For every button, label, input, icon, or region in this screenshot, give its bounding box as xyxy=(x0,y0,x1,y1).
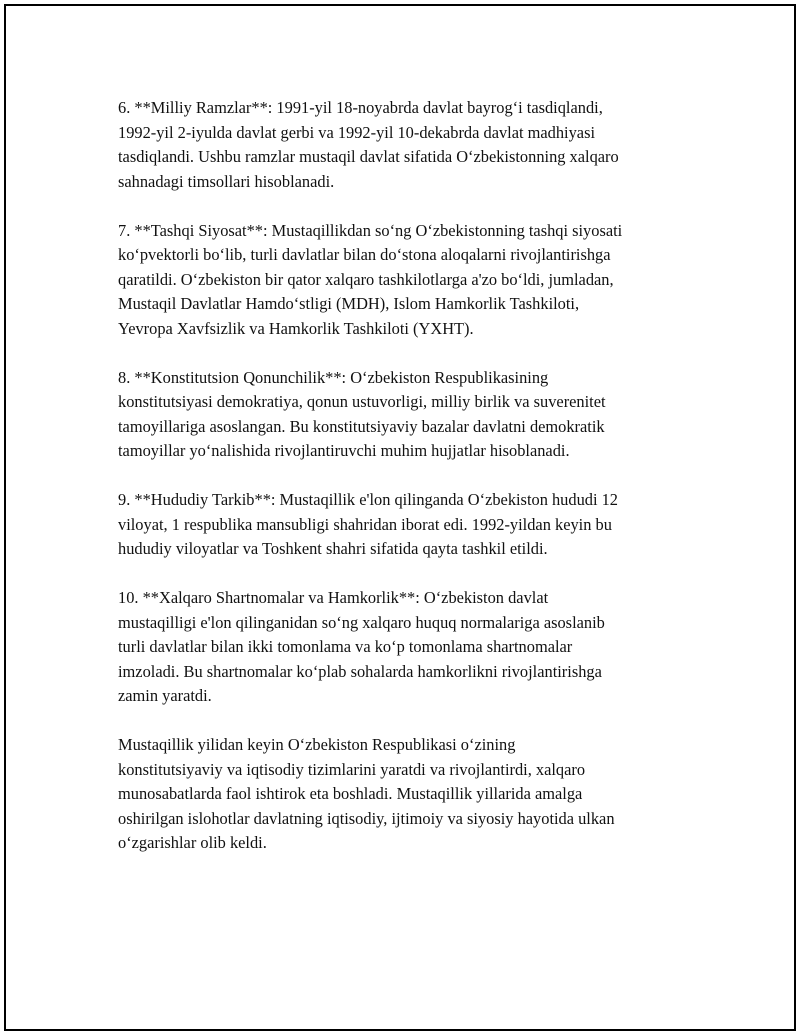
paragraph-xalqaro-shartnomalar: 10. **Xalqaro Shartnomalar va Hamkorlik**: O‘zbekiston davlat mustaqilligi e'lon qilinganidan so‘ng xalqaro huquq normalariga asoslanib turli davlatlar bilan ikki tomonlama va ko‘p tomonlama shartnomalar imzoladi. Bu shartnomalar ko‘plab sohalarda hamkorlikni rivojlantirishga zamin yaratdi. xyxy=(118,588,605,705)
paragraph-milliy-ramzlar: 6. **Milliy Ramzlar**: 1991-yil 18-noyabrda davlat bayrog‘i tasdiqlandi, 1992-yil 2-iyulda davlat gerbi va 1992-yil 10-dekabrda davlat madhiyasi tasdiqlandi. Ushbu ramzlar mustaqil davlat sifatida O‘zbekistonning xalqaro sahnadagi timsollari hisoblanadi. xyxy=(118,98,619,191)
paragraph-conclusion: Mustaqillik yilidan keyin O‘zbekiston Respublikasi o‘zining konstitutsiyaviy va iqtisodiy tizimlarini yaratdi va rivojlantirdi, xalqaro munosabatlarda faol ishtirok eta boshladi. Mustaqillik yillarida amalga oshirilgan islohotlar davlatning iqtisodiy, ijtimoiy va siyosiy hayotida ulkan o‘zgarishlar olib keldi. xyxy=(118,735,615,852)
page-border xyxy=(4,4,796,1031)
paragraph-tashqi-siyosat: 7. **Tashqi Siyosat**: Mustaqillikdan so‘ng O‘zbekistonning tashqi siyosati ko‘pvektorli bo‘lib, turli davlatlar bilan do‘stona aloqalarni rivojlantirishga qaratildi. O‘zbekiston bir qator xalqaro tashkilotlarga a'zo bo‘ldi, jumladan, Mustaqil Davlatlar Hamdo‘stligi (MDH), Islom Hamkorlik Tashkiloti, Yevropa Xavfsizlik va Hamkorlik Tashkiloti (YXHT). xyxy=(118,220,623,338)
document-body xyxy=(118,96,708,880)
paragraph-hududiy-tarkib: 9. **Hududiy Tarkib**: Mustaqillik e'lon qilinganda O‘zbekiston hududi 12 viloyat, 1 respublika mansubligi shahridan iborat edi. 1992-yildan keyin bu hududiy viloyatlar va Toshkent shahri sifatida qayta tashkil etildi. xyxy=(118,490,619,558)
paragraph-konstitutsion-qonunchilik: 8. **Konstitutsion Qonunchilik**: O‘zbekiston Respublikasining konstitutsiyasi demokratiya, qonun ustuvorligi, milliy birlik va suverenitet tamoyillariga asoslangan. Bu konstitutsiyaviy bazalar davlatni demokratik tamoyillar yo‘nalishida rivojlantiruvchi muhim hujjatlar hisoblanadi. xyxy=(118,367,606,460)
